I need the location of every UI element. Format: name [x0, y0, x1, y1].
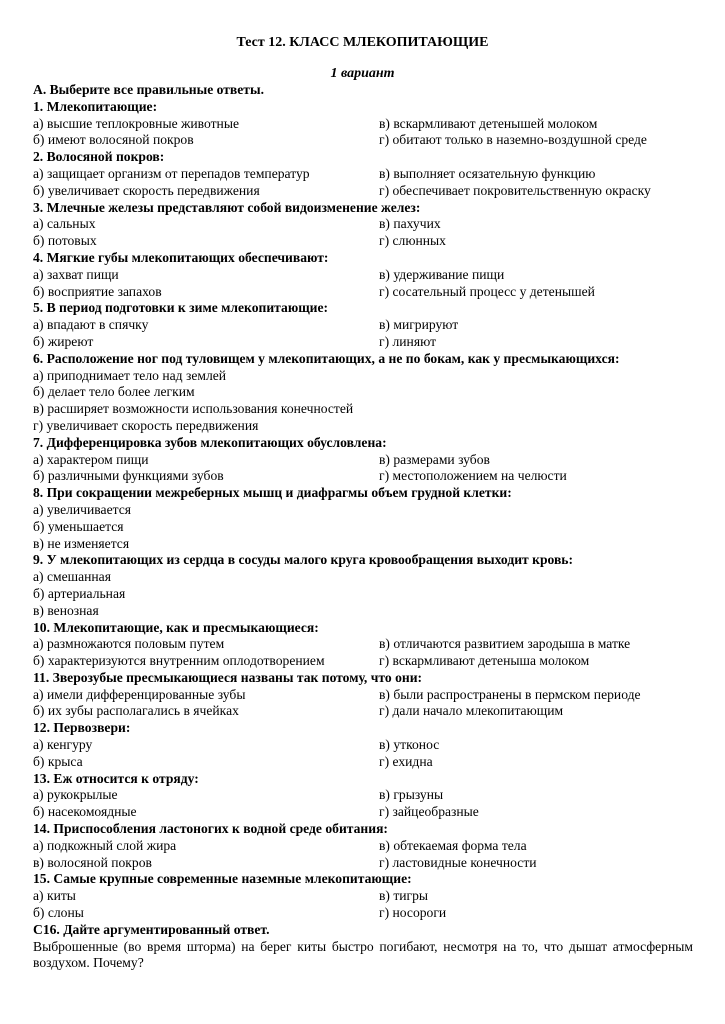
question-block — [33, 250, 693, 300]
question-text: 3. Млечные железы представляют собой видоизменение желез: — [33, 199, 421, 215]
answer-option: г) местоположением на челюсти — [379, 468, 567, 484]
answer-option: в) не изменяется — [33, 535, 130, 551]
answer-option: а) характером пищи — [33, 451, 149, 467]
answer-option: г) носороги — [379, 905, 447, 921]
answer-option: а) подкожный слой жира — [33, 837, 177, 853]
question-block — [33, 435, 693, 485]
answer-row — [33, 653, 693, 670]
answer-option: в) тигры — [379, 888, 429, 904]
answer-row — [33, 603, 693, 620]
page-title: Тест 12. КЛАСС МЛЕКОПИТАЮЩИЕ — [236, 35, 489, 50]
answer-option: а) кенгуру — [33, 737, 93, 753]
answer-option: в) удерживание пищи — [379, 266, 505, 282]
answer-option: б) уменьшается — [33, 518, 124, 534]
answer-row — [33, 368, 693, 385]
answer-option: б) характеризуются внутренним оплодотворением — [33, 653, 325, 669]
answer-option: б) их зубы располагались в ячейках — [33, 703, 239, 719]
question-block — [33, 620, 693, 670]
answer-row — [33, 569, 693, 586]
answer-row — [33, 804, 693, 821]
question-text: 9. У млекопитающих из сердца в сосуды малого круга кровообращения выходит кровь: — [33, 552, 574, 568]
question-block — [33, 771, 693, 821]
answer-option: в) волосяной покров — [33, 854, 152, 870]
answer-row — [33, 334, 693, 351]
question-block — [33, 300, 693, 350]
question-list — [33, 99, 693, 922]
question-block — [33, 485, 693, 552]
answer-row — [33, 284, 693, 301]
question-text: 4. Мягкие губы млекопитающих обеспечивают: — [33, 249, 329, 265]
question-block — [33, 670, 693, 720]
answer-option: а) смешанная — [33, 569, 111, 585]
question-text: 5. В период подготовки к зиме млекопитающие: — [33, 300, 329, 316]
answer-option: б) артериальная — [33, 585, 126, 601]
answer-row — [33, 636, 693, 653]
answer-option: в) грызуны — [379, 787, 444, 803]
answer-option: а) захват пищи — [33, 266, 119, 282]
answer-option: в) выполняет осязательную функцию — [379, 165, 596, 181]
answer-option: в) утконос — [379, 737, 440, 753]
answer-option: г) вскармливают детеныша молоком — [379, 653, 590, 669]
c16-question-text: Выброшенные (во время шторма) на берег киты быстро погибают, несмотря на то, что дышат атмосферным воздухом. Почему? — [33, 938, 693, 971]
answer-option: а) увеличивается — [33, 501, 131, 517]
answer-option: б) восприятие запахов — [33, 283, 162, 299]
answer-option: б) жиреют — [33, 333, 94, 349]
answer-row — [33, 905, 693, 922]
answer-row — [33, 384, 693, 401]
answer-row — [33, 468, 693, 485]
answer-option: г) линяют — [379, 333, 437, 349]
answer-option: а) приподнимает тело над землей — [33, 367, 227, 383]
answer-row — [33, 586, 693, 603]
answer-row — [33, 838, 693, 855]
question-text: 15. Самые крупные современные наземные млекопитающие: — [33, 871, 412, 887]
answer-row — [33, 452, 693, 469]
answer-option: а) киты — [33, 888, 76, 904]
section-a-heading: А. Выберите все правильные ответы. — [33, 82, 265, 97]
answer-row — [33, 317, 693, 334]
answer-option: г) зайцеобразные — [379, 804, 479, 820]
answer-option: в) мигрируют — [379, 317, 459, 333]
question-block — [33, 720, 693, 770]
question-text: 11. Зверозубые пресмыкающиеся названы так потому, что они: — [33, 669, 423, 685]
answer-option: б) имеют волосяной покров — [33, 132, 194, 148]
question-text: 14. Приспособления ластоногих к водной среде обитания: — [33, 821, 388, 837]
question-text: 7. Дифференцировка зубов млекопитающих обусловлена: — [33, 434, 387, 450]
answer-option: а) защищает организм от перепадов температур — [33, 165, 310, 181]
answer-row — [33, 132, 693, 149]
question-text: 13. Еж относится к отряду: — [33, 770, 199, 786]
answer-option: а) впадают в спячку — [33, 317, 149, 333]
test-content — [33, 82, 693, 972]
answer-row — [33, 502, 693, 519]
answer-option: а) рукокрылые — [33, 787, 118, 803]
question-text: 10. Млекопитающие, как и пресмыкающиеся: — [33, 619, 319, 635]
answer-row — [33, 687, 693, 704]
answer-row — [33, 267, 693, 284]
answer-row — [33, 233, 693, 250]
answer-option: а) имели дифференцированные зубы — [33, 686, 246, 702]
answer-option: г) ехидна — [379, 753, 433, 769]
question-text: 12. Первозвери: — [33, 720, 131, 736]
answer-row — [33, 418, 693, 435]
answer-row — [33, 787, 693, 804]
answer-option: г) обеспечивает покровительственную окраску — [379, 182, 651, 198]
answer-option: в) были распространены в пермском периоде — [379, 686, 641, 702]
answer-option: а) высшие теплокровные животные — [33, 115, 239, 131]
question-text: 2. Волосяной покров: — [33, 149, 165, 165]
question-text: 6. Расположение ног под туловищем у млекопитающих, а не по бокам, как у пресмыкающихся: — [33, 350, 620, 366]
answer-option: г) ластовидные конечности — [379, 854, 537, 870]
answer-row — [33, 401, 693, 418]
question-block — [33, 821, 693, 871]
question-block — [33, 200, 693, 250]
answer-option: в) обтекаемая форма тела — [379, 837, 527, 853]
answer-option: в) вскармливают детенышей молоком — [379, 115, 598, 131]
answer-row — [33, 183, 693, 200]
answer-option: б) потовых — [33, 233, 97, 249]
answer-option: в) расширяет возможности использования конечностей — [33, 401, 354, 417]
question-block — [33, 99, 693, 149]
answer-option: г) дали начало млекопитающим — [379, 703, 564, 719]
answer-row — [33, 855, 693, 872]
c16-heading: С16. Дайте аргументированный ответ. — [33, 921, 270, 937]
variant-label: 1 вариант — [330, 66, 395, 81]
question-text: 8. При сокращении межреберных мышц и диафрагмы объем грудной клетки: — [33, 485, 512, 501]
question-block — [33, 871, 693, 921]
answer-option: б) слоны — [33, 905, 84, 921]
answer-option: в) пахучих — [379, 216, 441, 232]
answer-option: б) увеличивает скорость передвижения — [33, 182, 260, 198]
answer-row — [33, 216, 693, 233]
answer-row — [33, 703, 693, 720]
answer-row — [33, 737, 693, 754]
question-block — [33, 149, 693, 199]
question-block — [33, 351, 693, 435]
answer-option: б) различными функциями зубов — [33, 468, 224, 484]
answer-row — [33, 166, 693, 183]
answer-row — [33, 754, 693, 771]
answer-option: б) насекомоядные — [33, 804, 137, 820]
answer-option: в) размерами зубов — [379, 451, 490, 467]
answer-row — [33, 519, 693, 536]
answer-option: а) размножаются половым путем — [33, 636, 225, 652]
answer-option: а) сальных — [33, 216, 96, 232]
answer-option: б) делает тело более легким — [33, 384, 195, 400]
answer-option: г) слюнных — [379, 233, 446, 249]
answer-option: б) крыса — [33, 753, 83, 769]
answer-row — [33, 888, 693, 905]
question-block — [33, 552, 693, 619]
answer-option: г) сосательный процесс у детенышей — [379, 283, 595, 299]
answer-option: г) увеличивает скорость передвижения — [33, 417, 259, 433]
answer-option: г) обитают только в наземно-воздушной среде — [379, 132, 647, 148]
answer-row — [33, 536, 693, 553]
answer-option: в) венозная — [33, 602, 99, 618]
answer-row — [33, 116, 693, 133]
answer-option: в) отличаются развитием зародыша в матке — [379, 636, 631, 652]
question-text: 1. Млекопитающие: — [33, 98, 158, 114]
